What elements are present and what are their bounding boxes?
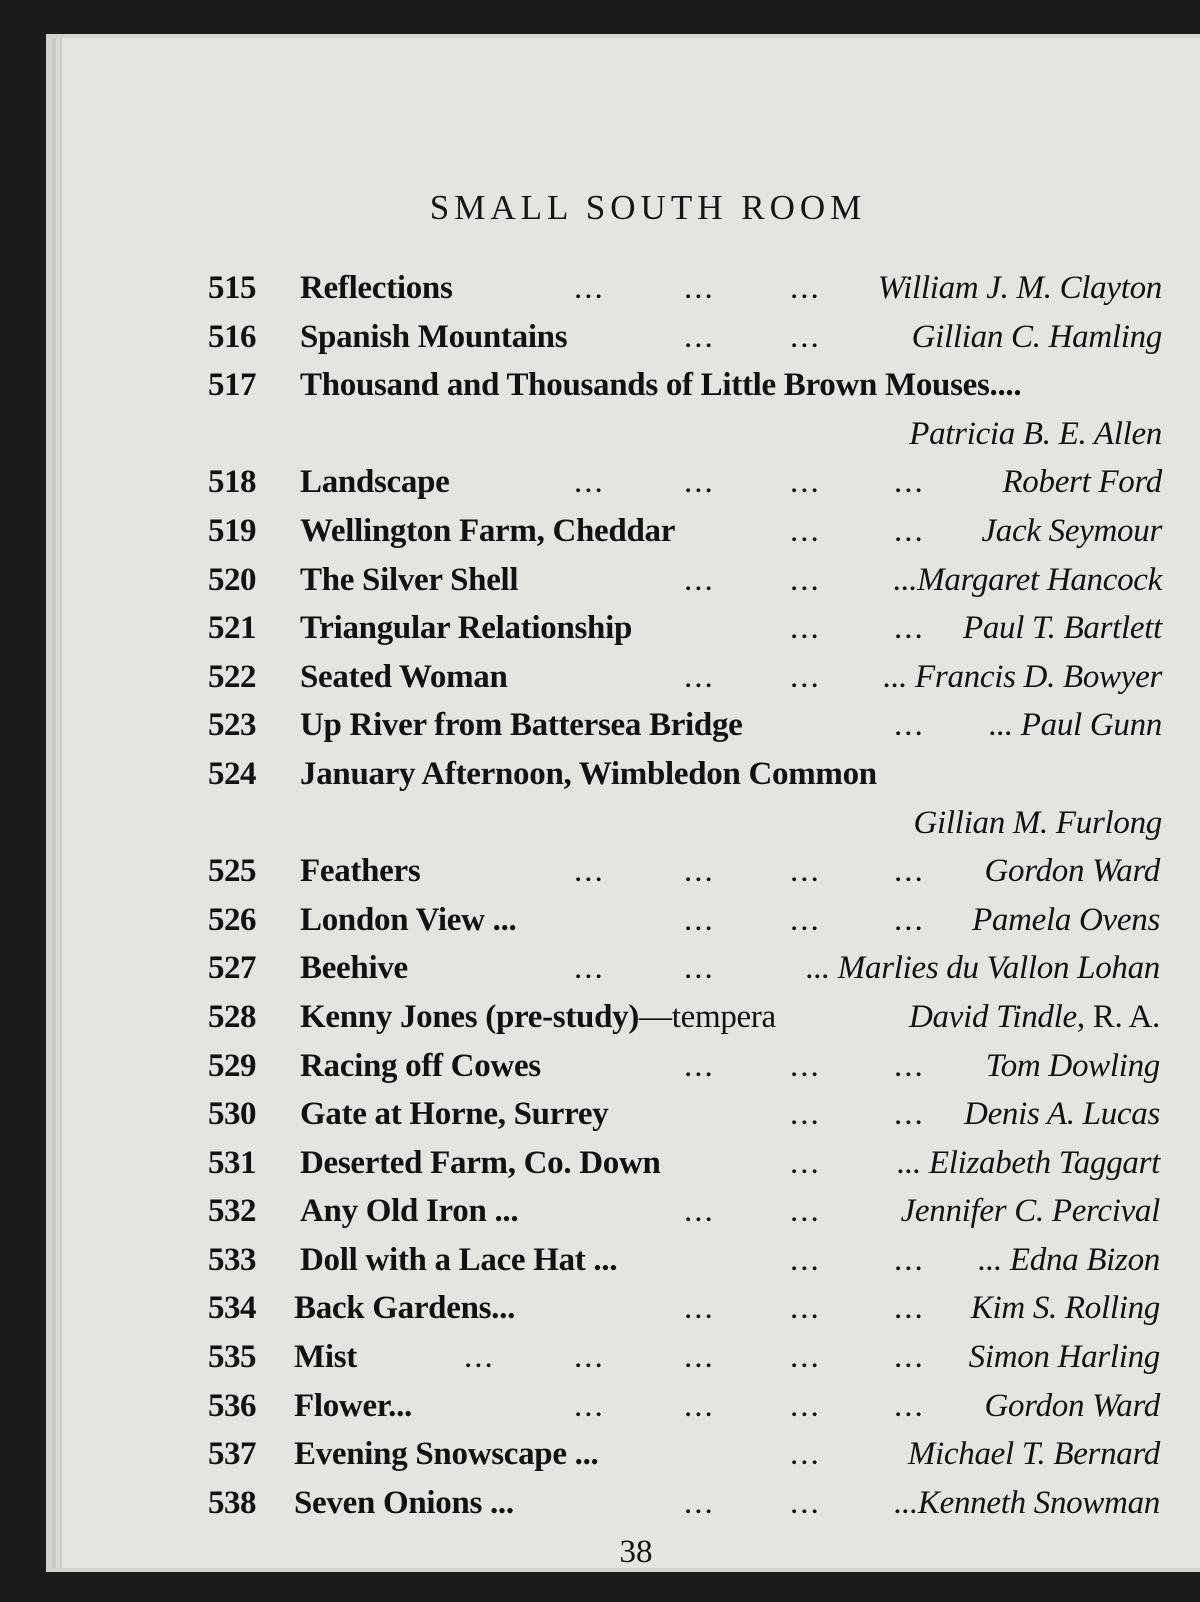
- leader-dots: ...: [790, 1241, 821, 1278]
- leader-dots: ...: [790, 1436, 821, 1473]
- entry-number: 524: [208, 755, 256, 792]
- leader-dots: ...: [464, 1339, 495, 1376]
- entry-number: 529: [208, 1047, 256, 1084]
- leader-dots: ...: [684, 901, 715, 938]
- entry-artist: Simon Harling: [968, 1339, 1160, 1376]
- entry-number: 521: [208, 610, 256, 647]
- list-item: [62, 1382, 1200, 1431]
- entry-title: Triangular Relationship: [300, 610, 633, 647]
- leader-dots: ...: [790, 1387, 821, 1424]
- entry-number: 515: [208, 270, 256, 306]
- entry-artist: ... Francis D. Bowyer: [883, 658, 1162, 695]
- entry-artist: Jennifer C. Percival: [900, 1193, 1160, 1230]
- leader-dots: ...: [790, 658, 821, 695]
- leader-dots: ...: [790, 1096, 821, 1133]
- entry-title: Any Old Iron ...: [300, 1193, 519, 1230]
- entry-title: London View ...: [300, 901, 517, 938]
- leader-dots: ...: [684, 1047, 715, 1084]
- entry-number: 523: [208, 707, 256, 744]
- leader-dots: ...: [684, 1193, 715, 1230]
- leader-dots: ...: [574, 464, 605, 501]
- entry-title: The Silver Shell: [300, 561, 519, 598]
- entry-number: 538: [208, 1484, 256, 1521]
- list-item: [62, 1090, 1200, 1139]
- list-item: [62, 313, 1200, 362]
- page-number: 38: [619, 1534, 653, 1570]
- list-item: [62, 701, 1200, 750]
- leader-dots: ...: [894, 707, 925, 744]
- leader-dots: ...: [790, 512, 821, 549]
- leader-dots: ...: [574, 270, 605, 306]
- list-item: [62, 750, 1200, 799]
- entry-title: Feathers: [300, 853, 421, 890]
- entry-artist: ...Kenneth Snowman: [894, 1484, 1160, 1521]
- leader-dots: ...: [894, 1339, 925, 1376]
- list-item: [62, 1042, 1200, 1091]
- entry-artist: Gordon Ward: [984, 853, 1160, 890]
- list-item: [62, 896, 1200, 945]
- entry-number: 536: [208, 1387, 256, 1424]
- leader-dots: ...: [684, 853, 715, 890]
- entry-artist: William J. M. Clayton: [877, 270, 1162, 306]
- list-item: [62, 1284, 1200, 1333]
- entry-artist: ...Margaret Hancock: [893, 561, 1162, 598]
- entry-title: Landscape: [300, 464, 450, 501]
- list-item: [62, 264, 1200, 313]
- entry-number: 530: [208, 1096, 256, 1133]
- entry-artist: Gillian M. Furlong: [913, 804, 1162, 841]
- leader-dots: ...: [790, 853, 821, 890]
- entry-number: 527: [208, 950, 256, 987]
- leader-dots: ...: [790, 1484, 821, 1521]
- leader-dots: ...: [790, 318, 821, 355]
- list-item: [62, 653, 1200, 702]
- entry-title: Evening Snowscape ...: [294, 1436, 599, 1473]
- entry-artist: Robert Ford: [1002, 464, 1162, 501]
- leader-dots: ...: [684, 464, 715, 501]
- entry-artist: Patricia B. E. Allen: [909, 415, 1162, 452]
- leader-dots: ...: [894, 853, 925, 890]
- list-item: [62, 1236, 1200, 1285]
- entry-number: 520: [208, 561, 256, 598]
- list-item: [62, 944, 1200, 993]
- entry-title: Seated Woman: [300, 658, 508, 695]
- leader-dots: ...: [574, 853, 605, 890]
- entry-title: Spanish Mountains: [300, 318, 568, 355]
- entry-title: Mist: [294, 1339, 357, 1376]
- entry-title: Flower...: [294, 1387, 412, 1424]
- entry-artist: ... Edna Bizon: [978, 1241, 1160, 1278]
- entry-artist: ... Elizabeth Taggart: [897, 1144, 1160, 1181]
- leader-dots: ...: [894, 1387, 925, 1424]
- entry-title: Racing off Cowes: [300, 1047, 541, 1084]
- leader-dots: ...: [790, 1339, 821, 1376]
- list-item: [62, 1430, 1200, 1479]
- entry-medium: —tempera: [639, 998, 776, 1035]
- entry-artist: Jack Seymour: [981, 512, 1162, 549]
- leader-dots: ...: [790, 1193, 821, 1230]
- list-item: [62, 1187, 1200, 1236]
- entry-number: 535: [208, 1339, 256, 1376]
- leader-dots: ...: [790, 1290, 821, 1327]
- entry-title: January Afternoon, Wimbledon Common: [300, 755, 877, 792]
- leader-dots: ...: [574, 1339, 605, 1376]
- entry-title: Back Gardens...: [294, 1290, 516, 1327]
- leader-dots: ...: [790, 610, 821, 647]
- list-item: [62, 361, 1200, 410]
- entry-number: 526: [208, 901, 256, 938]
- entry-artist: ... Marlies du Vallon Lohan: [806, 950, 1160, 987]
- entry-number: 534: [208, 1290, 256, 1327]
- entry-number: 531: [208, 1144, 256, 1181]
- leader-dots: ...: [894, 1096, 925, 1133]
- entry-number: 533: [208, 1241, 256, 1278]
- list-item: [62, 458, 1200, 507]
- catalogue-list: [62, 264, 1200, 1527]
- leader-dots: ...: [684, 561, 715, 598]
- list-item: [62, 1333, 1200, 1382]
- leader-dots: ...: [894, 464, 925, 501]
- entry-artist: Pamela Ovens: [972, 901, 1160, 938]
- entry-title: Wellington Farm, Cheddar: [300, 512, 676, 549]
- list-item-continuation: [62, 410, 1200, 459]
- leader-dots: ...: [790, 270, 821, 306]
- entry-title: Gate at Horne, Surrey: [300, 1096, 609, 1133]
- list-item: [62, 507, 1200, 556]
- leader-dots: ...: [790, 901, 821, 938]
- entry-title: Kenny Jones (pre-study)—tempera: [300, 998, 776, 1035]
- leader-dots: ...: [894, 1290, 925, 1327]
- entry-number: 537: [208, 1436, 256, 1473]
- leader-dots: ...: [894, 901, 925, 938]
- list-item: [62, 556, 1200, 605]
- leader-dots: ...: [684, 318, 715, 355]
- leader-dots: ...: [684, 1339, 715, 1376]
- entry-number: 525: [208, 853, 256, 890]
- entry-artist: David Tindle, R. A.: [909, 998, 1160, 1035]
- entry-title: Beehive: [300, 950, 408, 987]
- entry-artist: Paul T. Bartlett: [962, 610, 1162, 647]
- leader-dots: ...: [684, 1387, 715, 1424]
- leader-dots: ...: [894, 1241, 925, 1278]
- list-item: [62, 604, 1200, 653]
- entry-title: Doll with a Lace Hat ...: [300, 1241, 618, 1278]
- entry-title: Deserted Farm, Co. Down: [300, 1144, 661, 1181]
- entry-number: 528: [208, 998, 256, 1035]
- entry-artist: ... Paul Gunn: [988, 707, 1162, 744]
- entry-artist: Kim S. Rolling: [970, 1290, 1160, 1327]
- entry-number: 517: [208, 367, 256, 404]
- entry-number: 516: [208, 318, 256, 355]
- leader-dots: ...: [790, 464, 821, 501]
- entry-artist: Gillian C. Hamling: [911, 318, 1162, 355]
- list-item-continuation: [62, 799, 1200, 848]
- entry-title: Seven Onions ...: [294, 1484, 514, 1521]
- list-item: [62, 1479, 1200, 1528]
- section-title: SMALL SOUTH ROOM: [429, 188, 867, 227]
- entry-title: Thousand and Thousands of Little Brown Mouses....: [300, 367, 1022, 404]
- leader-dots: ...: [894, 1047, 925, 1084]
- entry-number: 519: [208, 512, 256, 549]
- catalogue-page: [62, 38, 1200, 1568]
- list-item: [62, 847, 1200, 896]
- entry-number: 518: [208, 464, 256, 501]
- leader-dots: ...: [684, 1484, 715, 1521]
- entry-artist: Gordon Ward: [984, 1387, 1160, 1424]
- entry-title: Up River from Battersea Bridge: [300, 707, 743, 744]
- list-item: [62, 1139, 1200, 1188]
- entry-artist: Tom Dowling: [985, 1047, 1160, 1084]
- entry-artist: Denis A. Lucas: [964, 1096, 1160, 1133]
- leader-dots: ...: [684, 658, 715, 695]
- entry-artist: Michael T. Bernard: [907, 1436, 1160, 1473]
- leader-dots: ...: [894, 610, 925, 647]
- leader-dots: ...: [574, 950, 605, 987]
- leader-dots: ...: [790, 1144, 821, 1181]
- leader-dots: ...: [684, 1290, 715, 1327]
- entry-number: 532: [208, 1193, 256, 1230]
- leader-dots: ...: [684, 950, 715, 987]
- leader-dots: ...: [790, 1047, 821, 1084]
- entry-number: 522: [208, 658, 256, 695]
- list-item: [62, 993, 1200, 1042]
- leader-dots: ...: [894, 512, 925, 549]
- leader-dots: ...: [574, 1387, 605, 1424]
- leader-dots: ...: [684, 270, 715, 306]
- entry-title: Reflections: [300, 270, 453, 306]
- leader-dots: ...: [790, 561, 821, 598]
